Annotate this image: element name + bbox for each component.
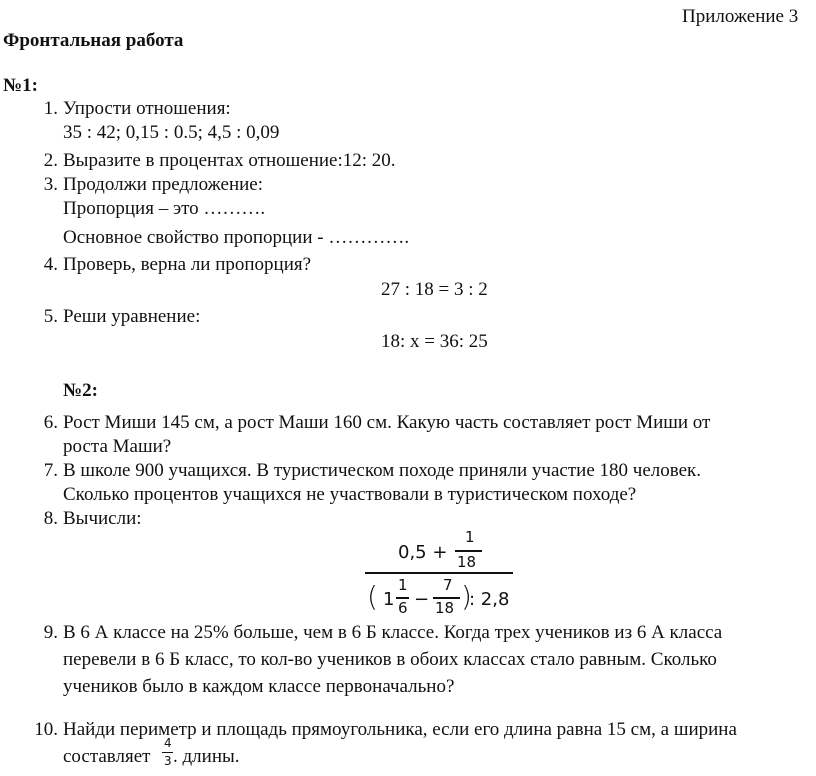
task-text: Проверь, верна ли пропорция? — [63, 254, 312, 275]
task-number: 5. — [43, 306, 58, 327]
close-paren: ) — [461, 580, 472, 613]
minus-sign: − — [414, 589, 430, 610]
task-number: 8. — [43, 508, 58, 529]
task-text: Реши уравнение: — [63, 306, 201, 327]
task-text-line2: Сколько процентов учащихся не участвовали в туристическом походе? — [63, 484, 637, 505]
task-text: Вычисли: — [63, 508, 142, 529]
appendix-label: Приложение 3 — [682, 6, 799, 27]
proportion-expression: 27 : 18 = 3 : 2 — [381, 279, 488, 300]
task-text: Выразите в процентах отношение:12: 20. — [63, 150, 396, 171]
task-number: 3. — [43, 174, 58, 195]
task-text: Продолжи предложение: — [63, 174, 264, 195]
task-text-line2: роста Маши? — [63, 436, 172, 457]
task-number: 10. — [34, 719, 58, 740]
task-text: В 6 А классе на 25% больше, чем в 6 Б классе. Когда трех учеников из 6 А класса — [63, 622, 723, 643]
divide-term: : 2,8 — [469, 589, 510, 610]
task-text: В школе 900 учащихся. В туристическом походе приняли участие 180 человек. — [63, 460, 702, 481]
main-fraction-bar — [365, 572, 513, 574]
task-text-line2: перевели в 6 Б класс, то кол-во учеников в обоих классах стало равным. Сколько — [63, 649, 717, 670]
mixed-whole: 1 — [383, 589, 395, 610]
task-text-line3: учеников было в каждом классе первоначально? — [63, 676, 455, 697]
section-1-heading: №1: — [3, 75, 38, 96]
frac1-denominator: 6 — [398, 599, 408, 617]
task-text: Упрости отношения: — [63, 98, 231, 119]
task-text-line2: Пропорция – это ………. — [63, 198, 266, 219]
inline-frac-numerator: 4 — [164, 736, 172, 750]
frac2-numerator: 7 — [443, 576, 453, 594]
task-text-line2: 35 : 42; 0,15 : 0.5; 4,5 : 0,09 — [63, 122, 280, 143]
task-text-line2-post: . длины. — [173, 746, 240, 767]
numerator-term: 0,5 + — [398, 542, 448, 563]
task-number: 4. — [43, 254, 58, 275]
task-number: 1. — [43, 98, 58, 119]
numerator-frac-numerator: 1 — [465, 528, 475, 546]
task-text-line3: Основное свойство пропорции - …………. — [63, 227, 410, 248]
page-title: Фронтальная работа — [3, 30, 184, 51]
numerator-frac-denominator: 18 — [457, 553, 477, 571]
task-number: 7. — [43, 460, 58, 481]
task-text: Найди периметр и площадь прямоугольника, если его длина равна 15 см, а ширина — [63, 719, 737, 740]
task-number: 2. — [43, 150, 58, 171]
inline-frac-bar — [162, 752, 173, 753]
section-2-heading: №2: — [63, 380, 98, 401]
task-number: 6. — [43, 412, 58, 433]
frac2-denominator: 18 — [435, 599, 455, 617]
frac1-numerator: 1 — [398, 576, 408, 594]
task-text-line2-pre: составляет — [63, 746, 151, 767]
task-text: Рост Миши 145 см, а рост Маши 160 см. Какую часть составляет рост Миши от — [63, 412, 711, 433]
task-number: 9. — [43, 622, 58, 643]
equation-expression: 18: x = 36: 25 — [381, 331, 488, 352]
numerator-frac-bar — [455, 550, 482, 552]
open-paren: ( — [367, 580, 378, 613]
inline-frac-denominator: 3 — [164, 754, 172, 768]
